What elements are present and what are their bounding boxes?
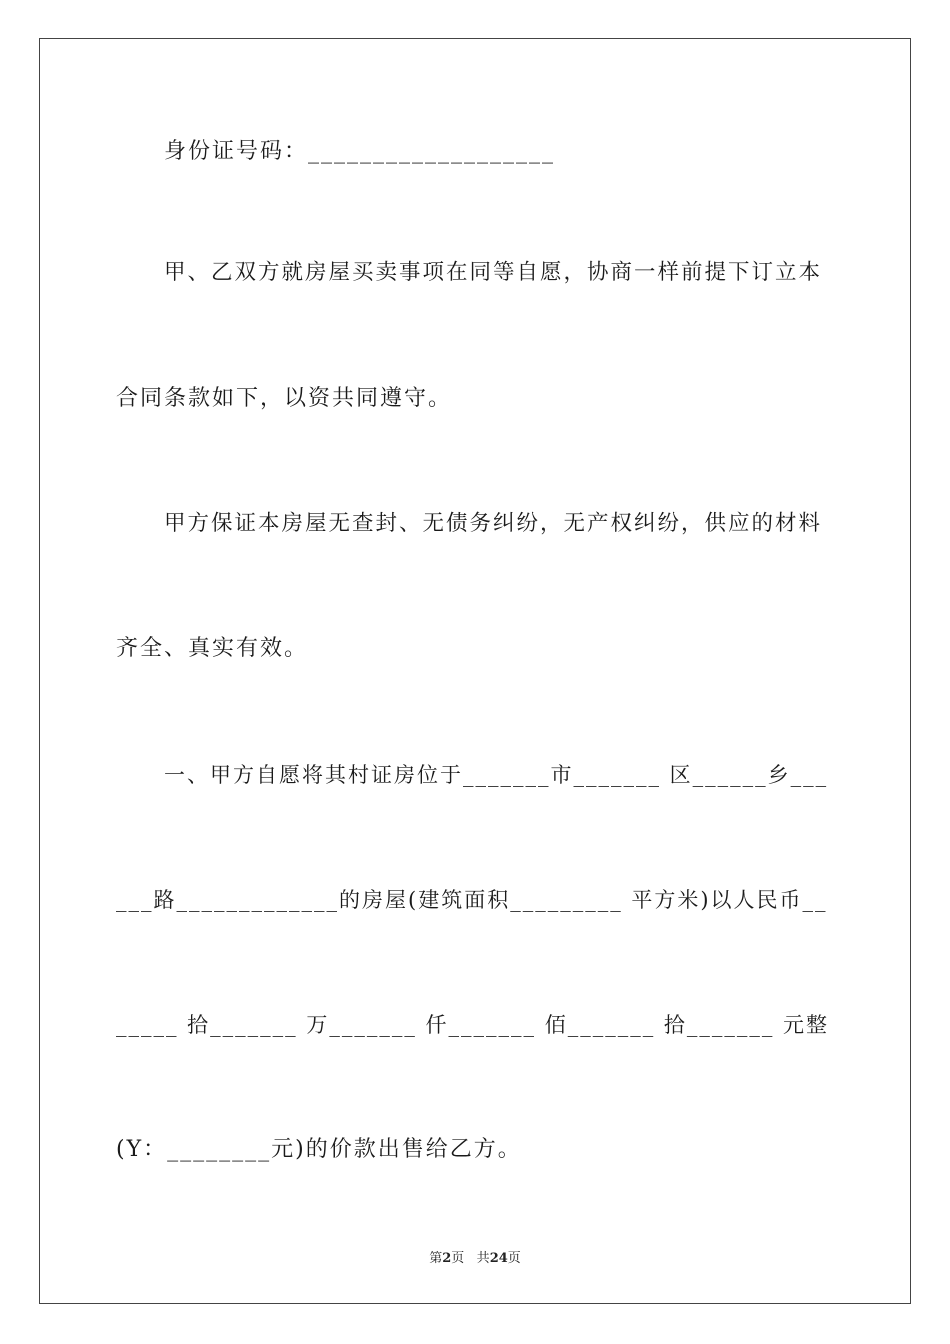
clause-1-line-2: ___路_____________的房屋(建筑面积_________ 平方米)以人民币__: [116, 888, 828, 912]
footer-page-number: 2: [442, 1251, 452, 1266]
paragraph-1-line-1: 甲、乙双方就房屋买卖事项在同等自愿，协商一样前提下订立本: [164, 260, 823, 285]
clause-1-line-4: (Y：________元)的价款出售给乙方。: [116, 1137, 522, 1162]
paragraph-1-line-2: 合同条款如下，以资共同遵守。: [116, 386, 453, 411]
footer-total-pages: 24: [489, 1251, 508, 1266]
paragraph-2-line-2: 齐全、真实有效。: [116, 636, 309, 661]
paragraph-2-line-1: 甲方保证本房屋无查封、无债务纠纷，无产权纠纷，供应的材料: [164, 511, 823, 536]
clause-1-line-3: _____ 拾_______ 万_______ 仟_______ 佰_______ 拾_______ 元整: [116, 1013, 830, 1037]
page-frame: [39, 38, 911, 1304]
id-number-line: 身份证号码：___________________: [164, 139, 556, 164]
footer-total-prefix: 共: [476, 1251, 490, 1266]
footer-page-prefix: 第: [429, 1251, 443, 1266]
page-footer: [0, 1247, 950, 1266]
clause-1-line-1: 一、甲方自愿将其村证房位于_______市_______ 区______乡___: [164, 763, 829, 787]
footer-page-suffix: 页: [451, 1251, 465, 1266]
footer-total-suffix: 页: [507, 1251, 521, 1266]
